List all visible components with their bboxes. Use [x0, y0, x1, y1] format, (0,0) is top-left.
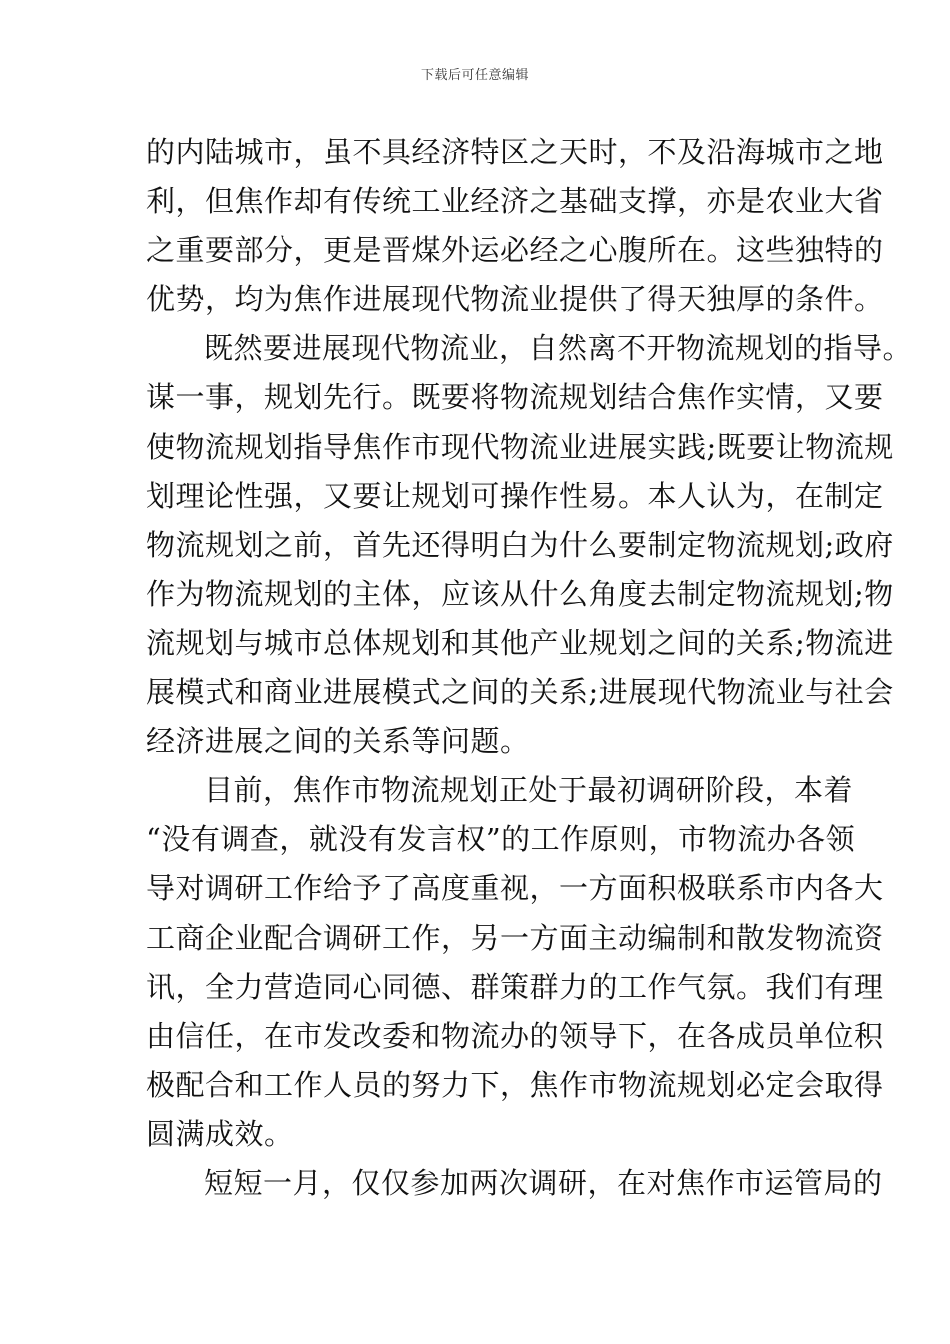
text-line: 短短一月，仅仅参加两次调研，在对焦作市运管局的: [204, 1165, 883, 1200]
text-line: 作为物流规划的主体，应该从什么角度去制定物流规划;物: [146, 576, 894, 611]
text-line: 由信任，在市发改委和物流办的领导下，在各成员单位积: [146, 1018, 884, 1053]
text-line: 优势，均为焦作进展现代物流业提供了得天独厚的条件。: [146, 282, 884, 317]
text-line: 导对调研工作给予了高度重视，一方面积极联系市内各大: [146, 871, 884, 906]
paragraph: [146, 766, 884, 1159]
paragraph: [146, 1159, 883, 1208]
text-line: 流规划与城市总体规划和其他产业规划之间的关系;物流进: [146, 625, 894, 660]
text-line: 使物流规划指导焦作市现代物流业进展实践;既要让物流规: [146, 429, 894, 464]
text-line: 圆满成效。: [146, 1116, 294, 1151]
document-body: [146, 128, 913, 1208]
text-line: 极配合和工作人员的努力下，焦作市物流规划必定会取得: [146, 1067, 884, 1102]
text-line: 既然要进展现代物流业，自然离不开物流规划的指导。: [204, 331, 913, 366]
page-header: 下载后可任意编辑: [420, 68, 529, 83]
paragraph: [146, 324, 913, 766]
text-line: 利，但焦作却有传统工业经济之基础支撑，亦是农业大省: [146, 184, 884, 219]
text-line: “没有调查，就没有发言权”的工作原则，市物流办各领: [146, 822, 856, 857]
text-line: 经济进展之间的关系等问题。: [146, 724, 530, 759]
text-line: 目前，焦作市物流规划正处于最初调研阶段，本着: [204, 773, 854, 808]
text-line: 展模式和商业进展模式之间的关系;进展现代物流业与社会: [146, 675, 894, 710]
text-line: 讯，全力营造同心同德、群策群力的工作气氛。我们有理: [146, 969, 884, 1004]
paragraph: [146, 128, 884, 324]
text-line: 之重要部分，更是晋煤外运必经之心腹所在。这些独特的: [146, 233, 884, 268]
text-line: 划理论性强，又要让规划可操作性易。本人认为，在制定: [146, 478, 884, 513]
text-line: 物流规划之前，首先还得明白为什么要制定物流规划;政府: [146, 527, 894, 562]
text-line: 谋一事，规划先行。既要将物流规划结合焦作实情，又要: [146, 380, 884, 415]
text-line: 的内陆城市，虽不具经济特区之天时，不及沿海城市之地: [146, 135, 884, 169]
text-line: 工商企业配合调研工作，另一方面主动编制和散发物流资: [146, 920, 884, 955]
